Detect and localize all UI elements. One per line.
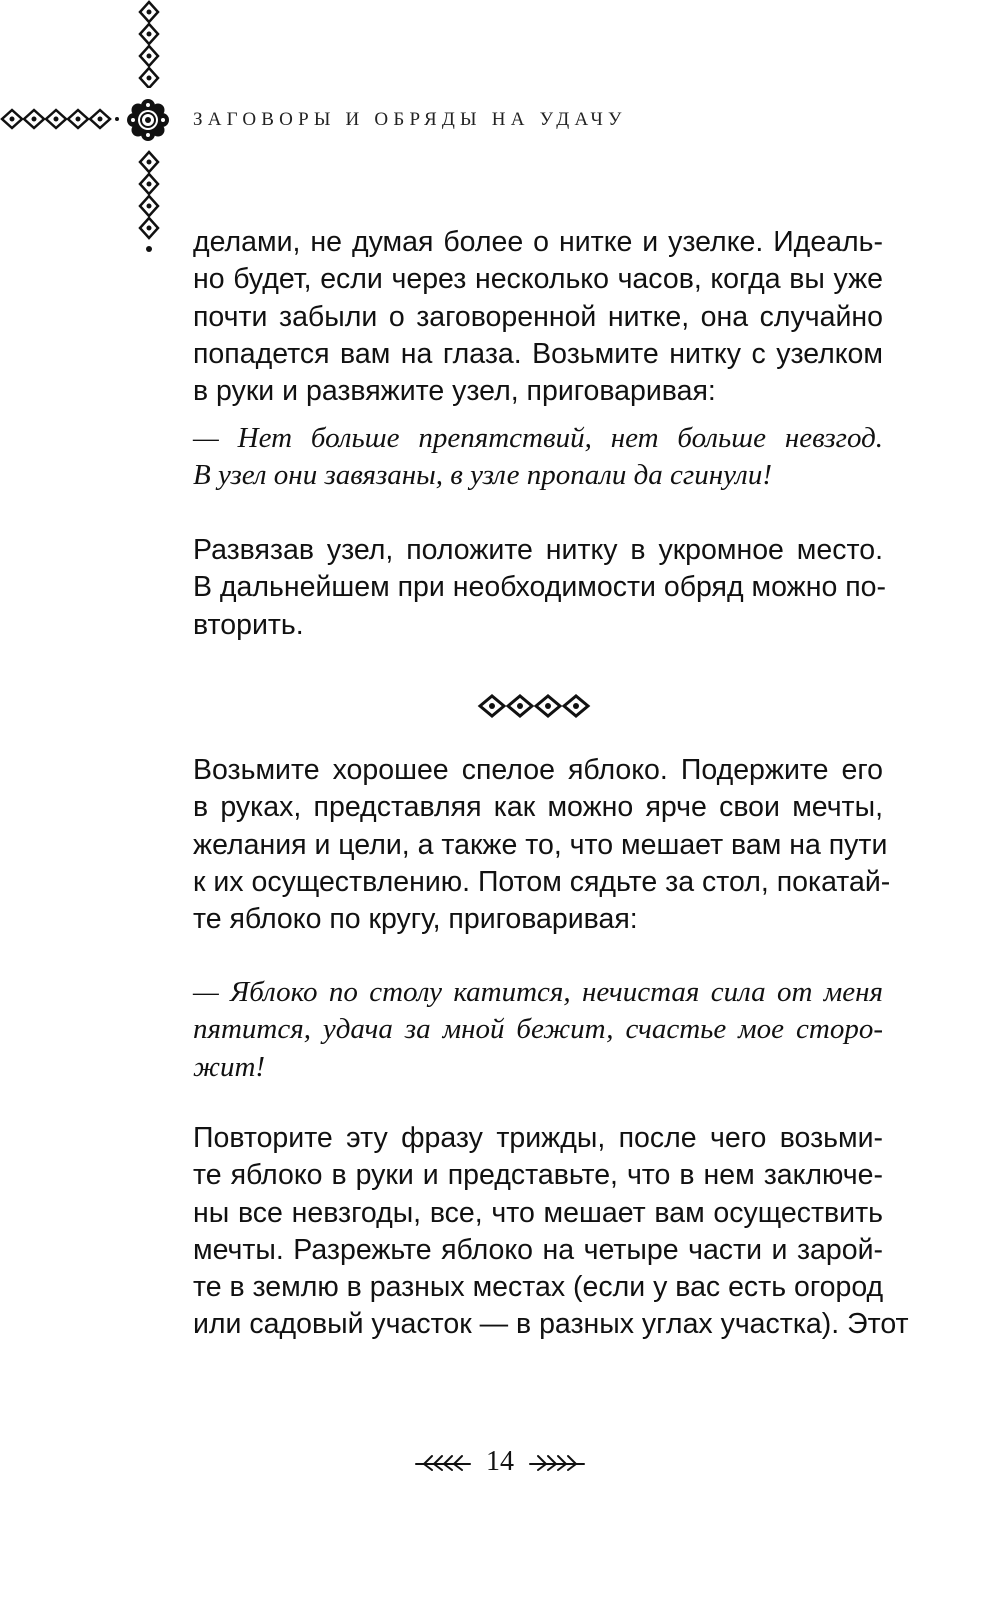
- text-line: Повторите эту фразу трижды, после чего возьми-: [193, 1122, 883, 1154]
- text-line: делами, не думая более о нитке и узелке. Идеаль-: [193, 226, 883, 258]
- text-line: мечты. Разрежьте яблоко на четыре части и зарой-: [193, 1233, 883, 1266]
- paragraph-1: [193, 224, 883, 410]
- text-line: Развязав узел, положите нитку в укромное место.: [193, 534, 883, 566]
- incantation-2: [193, 974, 883, 1086]
- text-line: вторить.: [193, 608, 304, 641]
- text-line: в руках, представляя как можно ярче свои мечты,: [193, 791, 883, 824]
- text-line: те в землю в разных местах (если у вас есть огород: [193, 1271, 884, 1304]
- incantation-line: В узел они завязаны, в узле пропали да сгинули!: [193, 459, 772, 492]
- text-line: ны все невзгоды, все, что мешает вам осуществить: [193, 1196, 883, 1229]
- page-footer: [0, 1444, 1000, 1480]
- page-number: 14: [486, 1446, 514, 1477]
- arrow-fletching-left-icon: [414, 1450, 472, 1474]
- incantation-line: пятится, удача за мной бежит, счастье мое сторо-: [193, 1013, 883, 1046]
- text-line: желания и цели, а также то, что мешает вам на пути: [193, 828, 888, 861]
- arrow-fletching-right-icon: [528, 1450, 586, 1474]
- incantation-line: — Нет больше препятствий, нет больше невзгод.: [193, 422, 883, 454]
- paragraph-3: [193, 752, 891, 938]
- running-head: ЗАГОВОРЫ И ОБРЯДЫ НА УДАЧУ: [193, 109, 627, 130]
- flower-rosette-icon: [126, 98, 170, 142]
- paragraph-4: [193, 1120, 909, 1344]
- text-line: к их осуществлению. Потом сядьте за стол, покатай-: [193, 865, 891, 898]
- diamond-chain-divider-icon: [476, 692, 596, 720]
- incantation-line: жит!: [193, 1050, 266, 1083]
- text-line: те яблоко по кругу, приговаривая:: [193, 903, 638, 936]
- vertical-ornament-top-icon: [136, 0, 162, 88]
- text-line: или садовый участок — в разных углах участка). Этот: [193, 1308, 909, 1341]
- incantation-line: — Яблоко по столу катится, нечистая сила от меня: [193, 976, 883, 1008]
- text-line: попадется вам на глаза. Возьмите нитку с узелком: [193, 337, 883, 370]
- horizontal-ornament-icon: [0, 106, 120, 132]
- text-line: Возьмите хорошее спелое яблоко. Подержите его: [193, 754, 883, 786]
- text-line: в руки и развяжите узел, приговаривая:: [193, 375, 716, 408]
- incantation-1: [193, 420, 883, 495]
- text-line: но будет, если через несколько часов, когда вы уже: [193, 263, 883, 296]
- paragraph-2: [193, 532, 887, 644]
- text-line: В дальнейшем при необходимости обряд можно по-: [193, 571, 887, 604]
- vertical-ornament-bottom-icon: [136, 150, 162, 254]
- text-line: почти забыли о заговоренной нитке, она случайно: [193, 300, 883, 333]
- text-line: те яблоко в руки и представьте, что в нем заключе-: [193, 1159, 883, 1192]
